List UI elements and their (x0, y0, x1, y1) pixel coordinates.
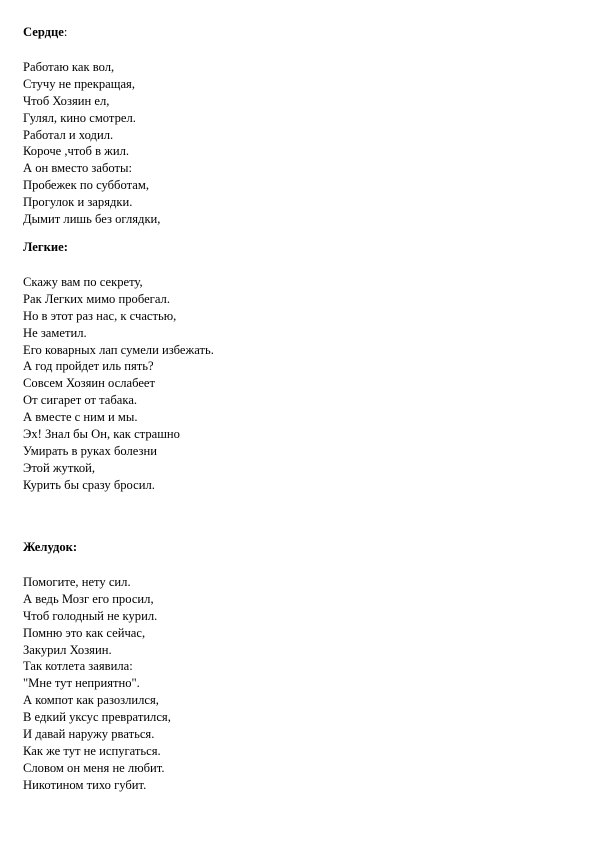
poem-lines (23, 59, 160, 228)
poem-line: А год пройдет иль пять? (23, 359, 154, 374)
poem-line: Гулял, кино смотрел. (23, 110, 136, 125)
poem-lines (23, 274, 214, 494)
poem-line: Помогите, нету сил. (23, 575, 131, 589)
heading-suffix: : (63, 25, 68, 39)
poem-line: Так котлета заявила: (23, 659, 133, 674)
poem-line: Умирать в руках болезни (23, 443, 157, 458)
poem-line: А вместе с ним и мы. (23, 410, 138, 425)
poem-line: Эх! Знал бы Он, как страшно (23, 427, 180, 442)
poem-line: Как же тут не испугаться. (23, 743, 161, 758)
poem-line: Прогулок и зарядки. (23, 195, 133, 210)
poem-line: Но в этот раз нас, к счастью, (23, 308, 177, 323)
poem-line: Никотином тихо губит. (23, 777, 147, 792)
poem-line: Работал и ходил. (23, 127, 114, 142)
poem-line: А компот как разозлился, (23, 693, 159, 708)
section-heading (23, 239, 214, 256)
poem-line: В едкий уксус превратился, (23, 710, 171, 725)
poem-line: Скажу вам по секрету, (23, 275, 143, 289)
poem-line: Этой жуткой, (23, 460, 96, 475)
poem-line: Помню это как сейчас, (23, 625, 146, 640)
poem-line: А ведь Мозг его просил, (23, 591, 154, 606)
poem-line: Пробежек по субботам, (23, 178, 149, 193)
heading-text: Сердце (23, 25, 64, 39)
section-heading (23, 24, 160, 41)
poem-line: Чтоб голодный не курил. (23, 608, 158, 623)
heading-text: Легкие: (23, 240, 68, 254)
section-heart (23, 24, 160, 228)
heading-text: Желудок: (23, 540, 78, 554)
poem-line: Чтоб Хозяин ел, (23, 93, 110, 108)
poem-line: Работаю как вол, (23, 60, 115, 74)
poem-line: Закурил Хозяин. (23, 642, 112, 657)
poem-line: Стучу не прекращая, (23, 76, 135, 91)
poem-line: Не заметил. (23, 325, 87, 340)
poem-line: Рак Легких мимо пробегал. (23, 291, 170, 306)
poem-line: Словом он меня не любит. (23, 760, 165, 775)
poem-line: От сигарет от табака. (23, 393, 138, 408)
poem-line: А он вместо заботы: (23, 161, 132, 176)
section-lungs (23, 239, 214, 494)
poem-line: Его коварных лап сумели избежать. (23, 342, 214, 357)
poem-line: Короче ,чтоб в жил. (23, 144, 130, 159)
section-heading (23, 539, 171, 556)
poem-line: "Мне тут неприятно". (23, 676, 140, 691)
poem-line: И давай наружу рваться. (23, 727, 155, 742)
poem-line: Совсем Хозяин ослабеет (23, 376, 156, 391)
poem-lines (23, 574, 171, 794)
poem-line: Курить бы сразу бросил. (23, 477, 155, 492)
poem-line: Дымит лишь без оглядки, (23, 212, 161, 227)
section-stomach (23, 539, 171, 794)
